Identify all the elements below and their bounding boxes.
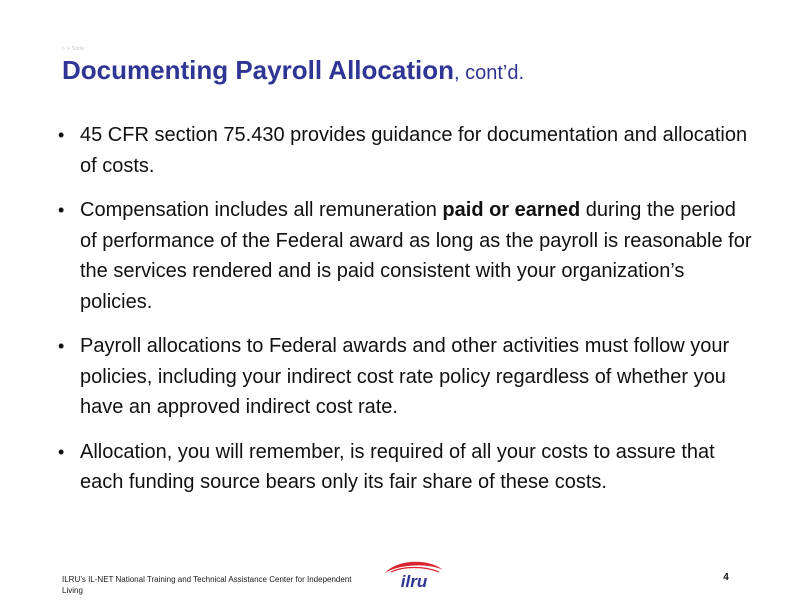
- page-number: 4: [723, 572, 729, 583]
- bullet-item: [58, 120, 758, 181]
- title-suffix: , cont’d.: [453, 62, 525, 84]
- slide-title: [62, 53, 524, 90]
- slide-corner-label: > > Slide: [62, 46, 85, 52]
- bullet-list: [58, 120, 758, 512]
- bullet-text-after: during the period of performance of the Federal award as long as the payroll is reasonable for the services rendered and is paid consistent with your organization’s policies.: [80, 199, 752, 313]
- footer-text: ILRU’s IL-NET National Training and Technical Assistance Center for Independent Living: [62, 575, 352, 595]
- logo-text: ilru: [400, 572, 428, 590]
- bullet-dot-icon: •: [58, 200, 65, 220]
- bullet-text: Payroll allocations to Federal awards and other activities must follow your policies, including your indirect cost rate policy regardless of whether you have an approved indirect cost rate.: [80, 335, 730, 418]
- ilru-logo-icon: [383, 558, 445, 590]
- title-main: Documenting Payroll Allocation: [62, 55, 454, 85]
- bullet-dot-icon: •: [58, 441, 65, 462]
- bullet-text-before: Compensation includes all remuneration: [80, 199, 443, 221]
- bullet-dot-icon: •: [58, 125, 65, 145]
- bullet-item: [58, 437, 758, 498]
- bullet-dot-icon: •: [58, 336, 65, 356]
- bullet-text: 45 CFR section 75.430 provides guidance for documentation and allocation of costs.: [80, 124, 748, 177]
- bullet-item: [58, 195, 758, 317]
- bullet-text: Allocation, you will remember, is required of all your costs to assure that each funding source bears only its fair share of these costs.: [80, 440, 715, 493]
- bullet-item: [58, 331, 758, 423]
- bullet-text-bold: paid or earned: [442, 199, 581, 221]
